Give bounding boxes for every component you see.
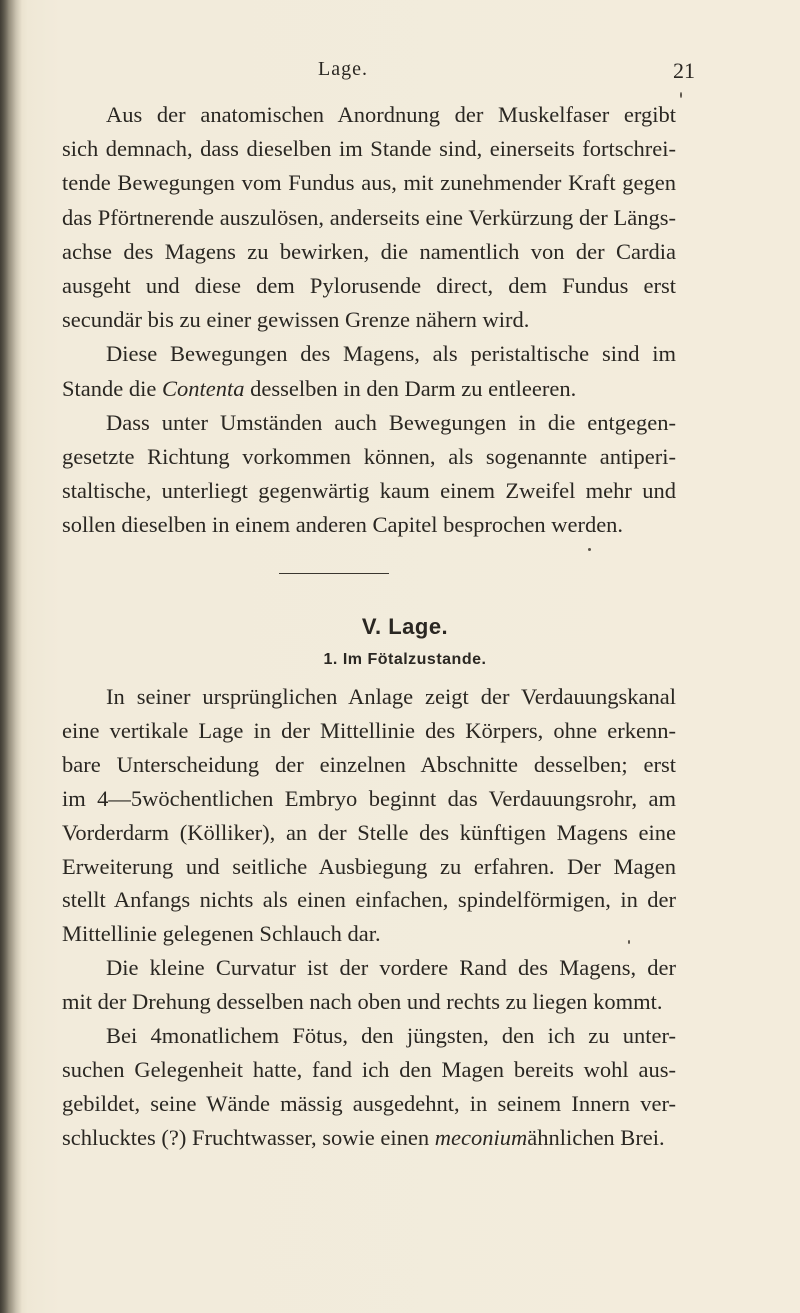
page-number: 21 bbox=[673, 58, 695, 83]
text-run: ähnlichen Brei. bbox=[527, 1124, 665, 1150]
text-line: gesetzte Richtung vorkommen können, als sogenannte antiperi- bbox=[62, 444, 676, 470]
text-run: desselben in den Darm zu entleeren. bbox=[244, 375, 577, 401]
text-line: bare Unterscheidung der einzelnen Abschnitte desselben; erst bbox=[62, 751, 676, 777]
paragraph-curvatur bbox=[62, 951, 676, 1019]
subsection-heading: 1. Im Fötalzustande. bbox=[323, 651, 487, 668]
paragraph-peristaltische bbox=[62, 337, 676, 405]
text-run: schlucktes (?) Fruchtwasser, sowie einen bbox=[62, 1124, 435, 1150]
paragraph-antiperistaltische bbox=[62, 406, 676, 543]
running-title: Lage. bbox=[318, 58, 368, 80]
text-line-meconium bbox=[62, 1121, 676, 1155]
text-line: achse des Magens zu bewirken, die namentlich von der Cardia bbox=[62, 238, 676, 264]
text-run: Stande die bbox=[62, 375, 162, 401]
text-line: Vorderdarm (Kölliker), an der Stelle des künftigen Magens eine bbox=[62, 819, 676, 845]
text-line: gebildet, seine Wände mässig ausgedehnt, in seinem Innern ver- bbox=[62, 1090, 676, 1116]
text-line: eine vertikale Lage in der Mittellinie des Körpers, ohne erkenn- bbox=[62, 717, 676, 743]
text-line: sich demnach, dass dieselben im Stande sind, einerseits fortschrei- bbox=[62, 136, 676, 162]
text-line: secundär bis zu einer gewissen Grenze nähern wird. bbox=[62, 307, 530, 333]
text-line: Erweiterung und seitliche Ausbiegung zu erfahren. Der Magen bbox=[62, 853, 676, 879]
page-header bbox=[0, 58, 800, 88]
section-divider-rule bbox=[279, 573, 389, 574]
text-line: sollen dieselben in einem anderen Capitel besprochen werden. bbox=[62, 512, 624, 538]
body-text-top bbox=[62, 98, 676, 543]
text-line: im 4—5wöchentlichen Embryo beginnt das Verdauungsrohr, am bbox=[62, 785, 676, 811]
text-line: Aus der anatomischen Anordnung der Muskelfaser ergibt bbox=[106, 102, 676, 127]
text-line: Bei 4monatlichem Fötus, den jüngsten, den ich zu unter- bbox=[106, 1023, 676, 1049]
text-line: Diese Bewegungen des Magens, als peristaltische sind im bbox=[106, 341, 676, 367]
paper-speck bbox=[588, 548, 591, 551]
text-line: Mittellinie gelegenen Schlauch dar. bbox=[62, 921, 381, 947]
text-line-contenta bbox=[62, 372, 676, 406]
paper-speck bbox=[628, 940, 630, 944]
text-line: Die kleine Curvatur ist der vordere Rand des Magens, der bbox=[106, 955, 676, 981]
text-line: In seiner ursprünglichen Anlage zeigt der Verdauungskanal bbox=[106, 684, 676, 709]
text-line: stellt Anfangs nichts als einen einfachen, spindelförmigen, in der bbox=[62, 887, 676, 913]
text-line: staltische, unterliegt gegenwärtig kaum einem Zweifel mehr und bbox=[62, 478, 676, 504]
text-line: tende Bewegungen vom Fundus aus, mit zunehmender Kraft gegen bbox=[62, 170, 676, 196]
paragraph-verdauungskanal bbox=[62, 680, 676, 951]
text-line: suchen Gelegenheit hatte, fand ich den Magen bereits wohl aus- bbox=[62, 1056, 676, 1082]
paragraph-foetus bbox=[62, 1019, 676, 1155]
text-line: Dass unter Umständen auch Bewegungen in die entgegen- bbox=[106, 409, 676, 435]
italic-term-contenta: Contenta bbox=[161, 375, 245, 401]
text-line: das Pförtnerende auszulösen, anderseits eine Verkürzung der Längs- bbox=[62, 204, 676, 230]
section-heading: V. Lage. bbox=[361, 614, 449, 639]
italic-term-meconium: meconium bbox=[434, 1124, 528, 1150]
paragraph-muskelfaser bbox=[62, 98, 676, 337]
text-line: ausgeht und diese dem Pylorusende direct, dem Fundus erst bbox=[62, 273, 676, 299]
body-text-bottom bbox=[62, 680, 676, 1155]
paper-speck bbox=[680, 92, 682, 98]
text-line: mit der Drehung desselben nach oben und rechts zu liegen kommt. bbox=[62, 989, 663, 1015]
